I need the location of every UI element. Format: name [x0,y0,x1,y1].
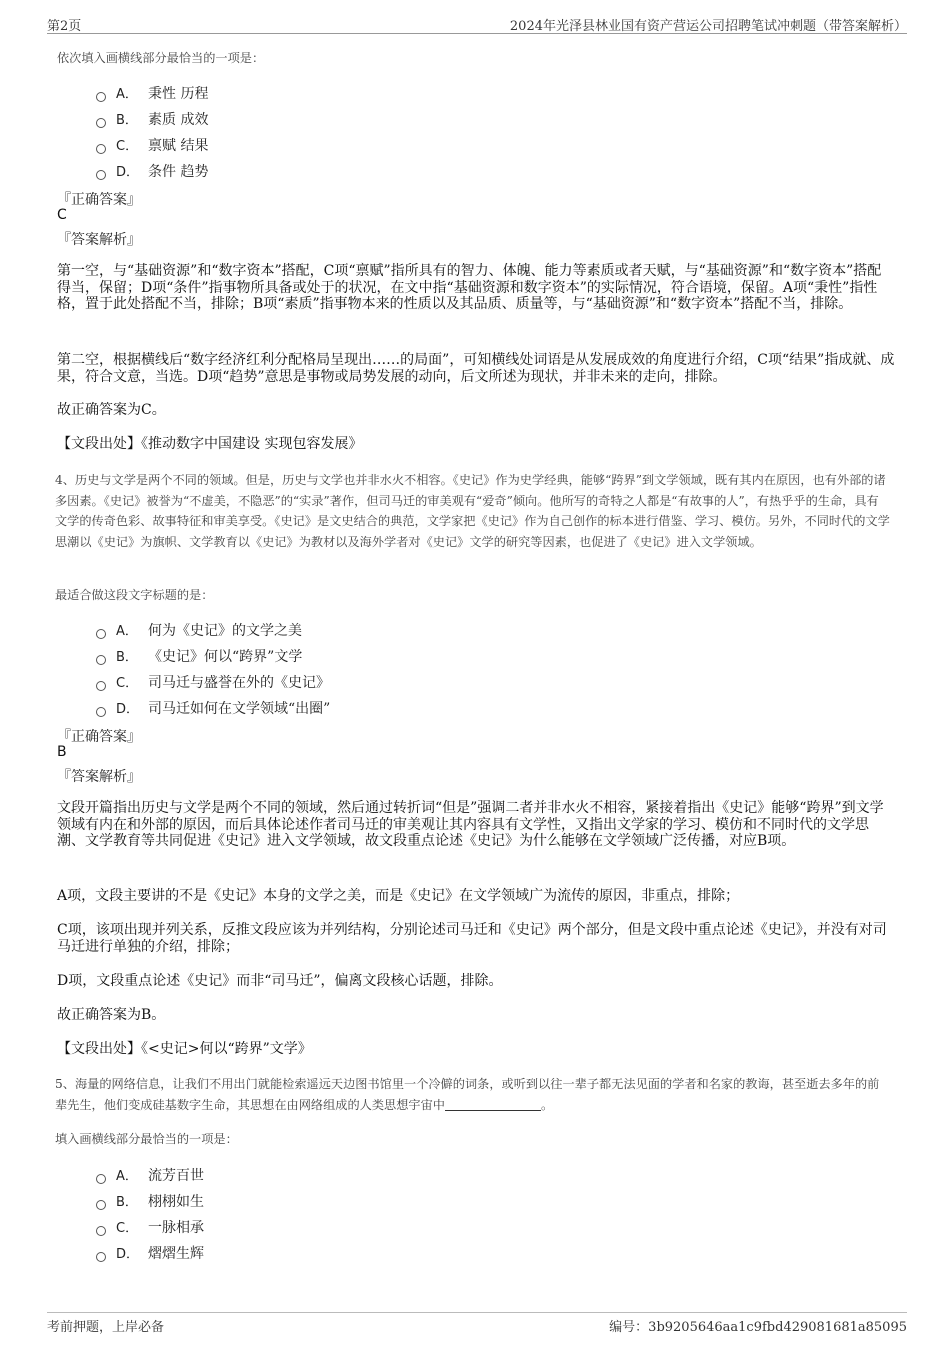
q4-analysis-paragraph-4: D项，文段重点论述《史记》而非“司马迁”，偏离文段核心话题，排除。 [57,973,503,989]
q3-analysis-paragraph-2: 第二空，根据横线后“数字经济红利分配格局呈现出……的局面”，可知横线处词语是从发展成效的角度进行介绍，C项“结果”指成就、成果，符合文意，当选。D项“趋势”意思是事物或局势发展的动向，后文所述为现状，并非未来的走向，排除。 [57,352,895,385]
radio-icon[interactable] [96,1252,106,1262]
radio-icon[interactable] [96,707,106,717]
q3-option-b[interactable]: B． 素质 成效 [96,109,208,129]
document-title: 2024年光泽县林业国有资产营运公司招聘笔试冲刺题（带答案解析） [509,19,907,34]
radio-icon[interactable] [96,1174,106,1184]
radio-icon[interactable] [96,1226,106,1236]
radio-icon[interactable] [96,118,106,128]
q5-option-b[interactable]: B． 栩栩如生 [96,1191,204,1211]
q4-option-b[interactable]: B． 《史记》何以“跨界”文学 [96,646,302,666]
radio-icon[interactable] [96,170,106,180]
q4-analysis-paragraph-2: A项，文段主要讲的不是《史记》本身的文学之美，而是《史记》在文学领域广为流传的原因，非重点，排除； [57,888,740,904]
radio-icon[interactable] [96,655,106,665]
q3-option-d[interactable]: D． 条件 趋势 [96,161,208,181]
q3-conclusion: 故正确答案为C。 [57,402,166,418]
q5-option-a[interactable]: A． 流芳百世 [96,1165,204,1185]
q3-answer: C [57,207,67,223]
q3-option-c[interactable]: C． 禀赋 结果 [96,135,208,155]
q4-prompt: 最适合做这段文字标题的是： [55,588,214,602]
answer-blank [445,1097,541,1111]
page-footer [47,1312,907,1337]
q5-stem: 5、海量的网络信息，让我们不用出门就能检索遥远天边图书馆里一个冷僻的词条，或听到以往一辈子都无法见面的学者和名家的教诲，甚至逝去多年的前辈先生，他们变成硅基数字生命，其思想在由网络组成的人类思想宇宙中 。 [55,1077,880,1112]
q4-answer-label: 『正确答案』 [57,729,141,745]
radio-icon[interactable] [96,681,106,691]
q4-option-d[interactable]: D． 司马迁如何在文学领域“出圈” [96,698,330,718]
q4-source: 【文段出处】《<史记>何以“跨界”文学》 [57,1041,312,1057]
q4-answer: B [57,744,67,760]
page-number: 第2页 [47,19,82,34]
q4-conclusion: 故正确答案为B。 [57,1007,166,1023]
radio-icon[interactable] [96,144,106,154]
document-id: 编号：3b9205646aa1c9fbd429081681a85095 [609,1320,907,1335]
q5-prompt: 填入画横线部分最恰当的一项是： [55,1132,238,1146]
q4-analysis-paragraph-1: 文段开篇指出历史与文学是两个不同的领域，然后通过转折词“但是”强调二者并非水火不相容，紧接着指出《史记》能够“跨界”到文学领域有内在和外部的原因，而后具体论述作者司马迁的审美观让其内容具有文学性，又指出文学家的学习、模仿和不同时代的文学思潮、文学教育等共同促进《史记》进入文学领域，故文段重点论述《史记》为什么能够在文学领域广泛传播，对应B项。 [57,800,884,849]
q3-analysis-paragraph-1: 第一空，与“基础资源”和“数字资本”搭配，C项“禀赋”指所具有的智力、体魄、能力等素质或者天赋，与“基础资源”和“数字资本”搭配得当，保留；D项“条件”指事物所具备或处于的状况，在文中指“基础资源和数字资本”的实际情况，符合语境，保留。A项“秉性”指性格，置于此处搭配不当，排除；B项“素质”指事物本来的性质以及其品质、质量等，与“基础资源”和“数字资本”搭配不当，排除。 [57,263,882,312]
q4-option-c[interactable]: C． 司马迁与盛誉在外的《史记》 [96,672,330,692]
q5-option-c[interactable]: C． 一脉相承 [96,1217,204,1237]
q3-source: 【文段出处】《推动数字中国建设 实现包容发展》 [57,436,363,452]
radio-icon[interactable] [96,1200,106,1210]
radio-icon[interactable] [96,629,106,639]
q4-stem: 4、历史与文学是两个不同的领域。但是，历史与文学也并非水火不相容。《史记》作为史学经典，能够“跨界”到文学领域，既有其内在原因，也有外部的诸多因素。《史记》被誉为“不虚美，不隐恶”的“实录”著作，但司马迁的审美观有“爱奇”倾向。他所写的奇特之人都是“有故事的人”，有热乎乎的生命，具有文学的传奇色彩、故事特征和审美享受。《史记》是文史结合的典范，文学家把《史记》作为自己创作的标本进行借鉴、学习、模仿。另外，不同时代的文学思潮以《史记》为旗帜、文学教育以《史记》为教材以及海外学者对《史记》文学的研究等因素，也促进了《史记》进入文学领域。 [55,473,890,549]
q4-analysis-paragraph-3: C项，该项出现并列关系，反推文段应该为并列结构，分别论述司马迁和《史记》两个部分，但是文段中重点论述《史记》，并没有对司马迁进行单独的介绍，排除； [57,922,887,955]
q3-analysis-label: 『答案解析』 [57,232,141,248]
q3-prompt: 依次填入画横线部分最恰当的一项是： [57,51,265,65]
q5-option-d[interactable]: D． 熠熠生辉 [96,1243,204,1263]
page-header [47,13,907,34]
q4-option-a[interactable]: A． 何为《史记》的文学之美 [96,620,302,640]
q4-analysis-label: 『答案解析』 [57,769,141,785]
radio-icon[interactable] [96,92,106,102]
footer-slogan: 考前押题，上岸必备 [47,1320,165,1335]
q3-option-a[interactable]: A． 秉性 历程 [96,83,208,103]
q3-answer-label: 『正确答案』 [57,192,141,208]
